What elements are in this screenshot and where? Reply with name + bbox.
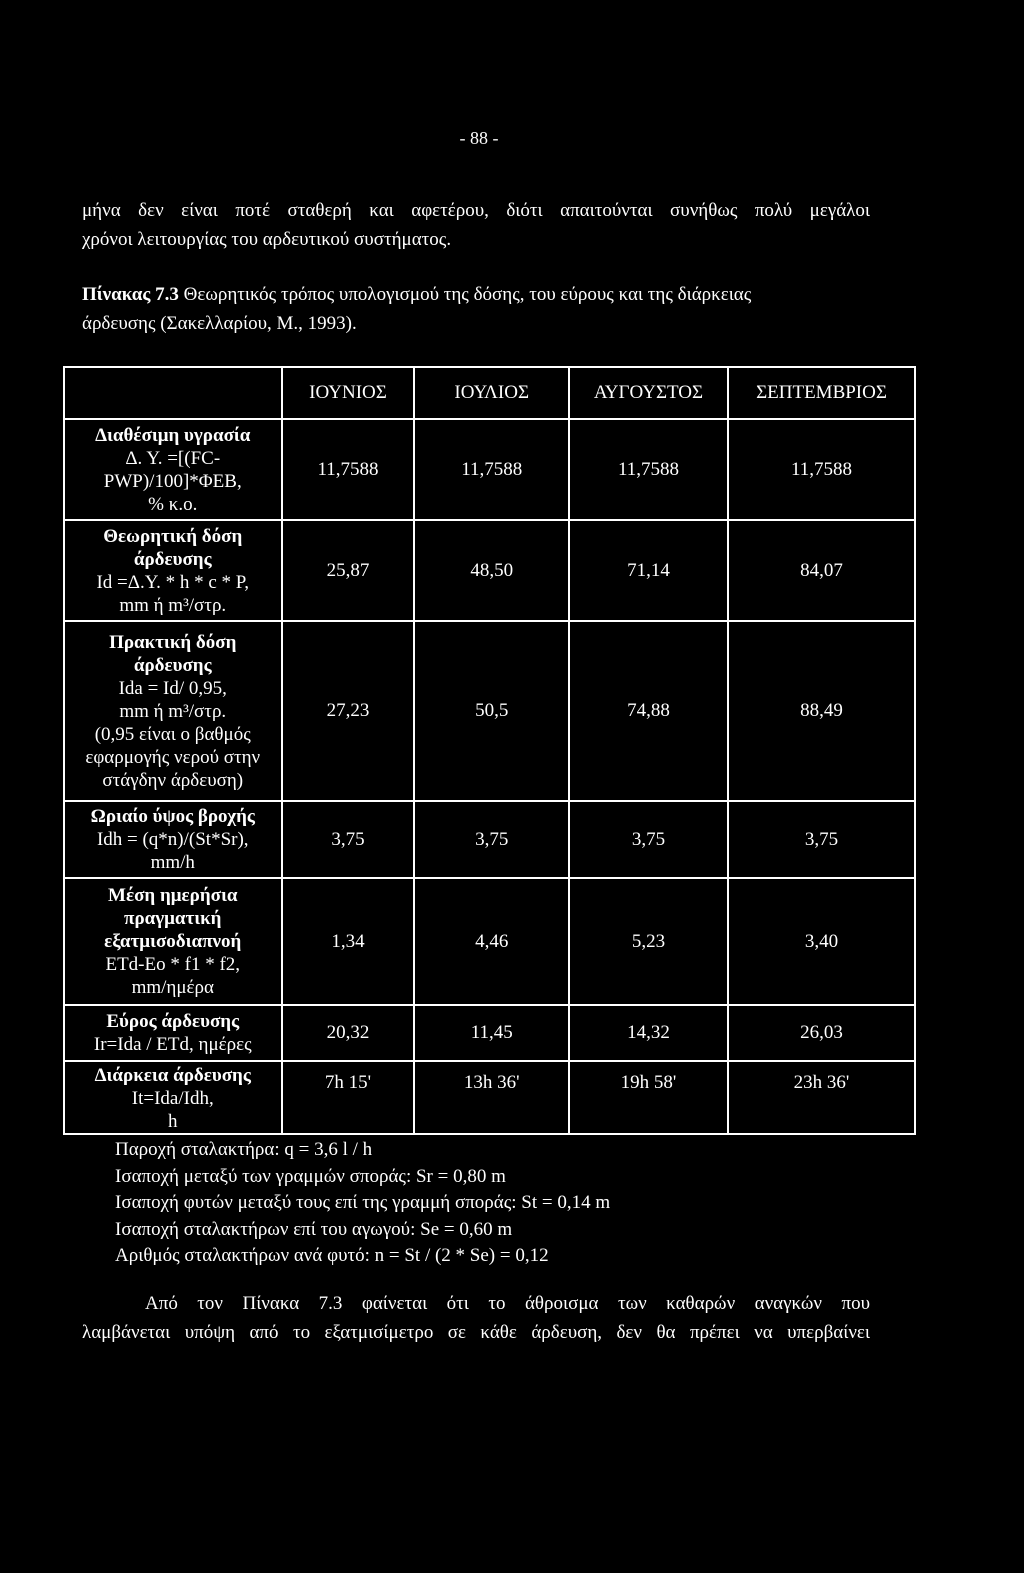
- table-cell: 5,23: [569, 878, 728, 1005]
- table-cell: 1,34: [282, 878, 415, 1005]
- table-cell: 11,45: [414, 1005, 568, 1061]
- table-row: [64, 878, 915, 1005]
- table-cell: 23h 36': [728, 1061, 915, 1134]
- table-cell: 84,07: [728, 520, 915, 621]
- parameter-notes: [115, 1137, 610, 1270]
- closing-line-1: Από τον Πίνακα 7.3 φαίνεται ότι το άθροισμα των καθαρών αναγκών που: [145, 1293, 870, 1314]
- table-cell: 11,7588: [282, 419, 415, 520]
- table-cell: 19h 58': [569, 1061, 728, 1134]
- corner-cell: [64, 367, 282, 419]
- table-cell: 11,7588: [414, 419, 568, 520]
- intro-line-1: μήνα δεν είναι ποτέ σταθερή και αφετέρου, διότι απαιτούνται συνήθως πολύ μεγάλοι: [82, 200, 870, 221]
- table-cell: 11,7588: [569, 419, 728, 520]
- row-header: [64, 878, 282, 1005]
- row-header-line: άρδευσης: [133, 654, 212, 676]
- column-header: ΑΥΓΟΥΣΤΟΣ: [569, 367, 728, 419]
- row-header-line: Δ. Υ. =[(FC-: [125, 447, 221, 469]
- note-line: Παροχή σταλακτήρα: q = 3,6 l / h: [115, 1139, 373, 1160]
- caption-text-1: Θεωρητικός τρόπος υπολογισμού της δόσης, του εύρους και της διάρκειας: [178, 284, 752, 305]
- row-header-line: Ir=Ida / ETd, ημέρες: [93, 1034, 252, 1055]
- table-cell: 48,50: [414, 520, 568, 621]
- table-cell: 26,03: [728, 1005, 915, 1061]
- row-header-line: εφαρμογής νερού στην: [85, 746, 261, 768]
- table-cell: 50,5: [414, 621, 568, 801]
- table-row: [64, 621, 915, 801]
- row-header-line: Διάρκεια άρδευσης: [94, 1065, 251, 1086]
- row-header-line: Idh = (q*n)/(St*Sr),: [96, 829, 249, 850]
- row-header-line: εξατμισοδιαπνοή: [104, 931, 242, 952]
- row-header-line: mm ή m³/στρ.: [119, 594, 227, 616]
- table-cell: 27,23: [282, 621, 415, 801]
- table-cell: 3,75: [728, 801, 915, 878]
- table-cell: 88,49: [728, 621, 915, 801]
- table-cell: 25,87: [282, 520, 415, 621]
- row-header-line: Ida = Id/ 0,95,: [118, 677, 227, 699]
- table-row: [64, 1005, 915, 1061]
- caption-label: Πίνακας 7.3: [82, 284, 179, 305]
- row-header: [64, 621, 282, 801]
- table-row: [64, 520, 915, 621]
- table-cell: 13h 36': [414, 1061, 568, 1134]
- note-line: Ισαποχή φυτών μεταξύ τους επί της γραμμή σποράς: St = 0,14 m: [115, 1192, 611, 1213]
- table-caption: [82, 280, 870, 338]
- row-header-line: Πρακτική δόση: [109, 631, 237, 653]
- row-header: [64, 520, 282, 621]
- row-header-line: It=Ida/Idh,: [131, 1088, 214, 1109]
- caption-text-2: άρδευσης (Σακελλαρίου, Μ., 1993).: [82, 313, 357, 334]
- row-header-line: mm ή m³/στρ.: [119, 700, 227, 722]
- row-header-line: Ωριαίο ύψος βροχής: [90, 806, 255, 827]
- note-line: Ισαποχή σταλακτήρων επί του αγωγού: Se = 0,60 m: [115, 1218, 513, 1240]
- row-header-line: Εύρος άρδευσης: [106, 1011, 240, 1032]
- table-cell: 11,7588: [728, 419, 915, 520]
- table-row: [64, 1061, 915, 1134]
- table-cell: 14,32: [569, 1005, 728, 1061]
- row-header-line: mm/h: [150, 852, 195, 873]
- row-header-line: Διαθέσιμη υγρασία: [95, 424, 251, 446]
- row-header-line: PWP)/100]*ΦΕΒ,: [103, 470, 242, 492]
- table-cell: 20,32: [282, 1005, 415, 1061]
- column-header: ΣΕΠΤΕΜΒΡΙΟΣ: [728, 367, 915, 419]
- closing-paragraph: [82, 1289, 870, 1347]
- row-header-line: Θεωρητική δόση: [103, 525, 243, 547]
- table-cell: 3,75: [414, 801, 568, 878]
- table-cell: 74,88: [569, 621, 728, 801]
- note-line: Αριθμός σταλακτήρων ανά φυτό: n = St / (2 * Se) = 0,12: [115, 1245, 549, 1266]
- row-header-line: πραγματική: [124, 908, 222, 929]
- row-header-line: % κ.ο.: [148, 493, 198, 515]
- row-header-line: Id =Δ.Υ. * h * c * P,: [96, 571, 250, 593]
- intro-line-2: χρόνοι λειτουργίας του αρδευτικού συστήματος.: [82, 229, 452, 250]
- table-cell: 3,75: [569, 801, 728, 878]
- page-number: - 88 -: [459, 128, 499, 148]
- table-row: [64, 419, 915, 520]
- note-line: Ισαποχή μεταξύ των γραμμών σποράς: Sr = 0,80 m: [115, 1165, 506, 1187]
- row-header-line: (0,95 είναι ο βαθμός: [94, 723, 251, 745]
- column-header: ΙΟΥΝΙΟΣ: [282, 367, 415, 419]
- table-row: [64, 801, 915, 878]
- column-header: ΙΟΥΛΙΟΣ: [414, 367, 568, 419]
- table-header-row: [64, 367, 915, 419]
- closing-line-2: λαμβάνεται υπόψη από το εξατμισίμετρο σε κάθε άρδευση, δεν θα πρέπει να υπερβαίνει: [82, 1322, 870, 1343]
- row-header-line: Μέση ημερήσια: [108, 885, 238, 906]
- row-header: [64, 1061, 282, 1134]
- table-cell: 71,14: [569, 520, 728, 621]
- row-header: [64, 801, 282, 878]
- table-cell: 7h 15': [282, 1061, 415, 1134]
- row-header: [64, 1005, 282, 1061]
- table-cell: 3,75: [282, 801, 415, 878]
- row-header-line: ETd-Eo * f1 * f2,: [105, 954, 241, 975]
- intro-paragraph: [82, 196, 870, 254]
- table-cell: 3,40: [728, 878, 915, 1005]
- irrigation-table: [63, 366, 916, 1135]
- row-header-line: mm/ημέρα: [131, 977, 214, 998]
- row-header: [64, 419, 282, 520]
- row-header-line: στάγδην άρδευση): [102, 769, 244, 791]
- row-header-line: h: [168, 1111, 178, 1132]
- row-header-line: άρδευσης: [133, 548, 212, 570]
- table-cell: 4,46: [414, 878, 568, 1005]
